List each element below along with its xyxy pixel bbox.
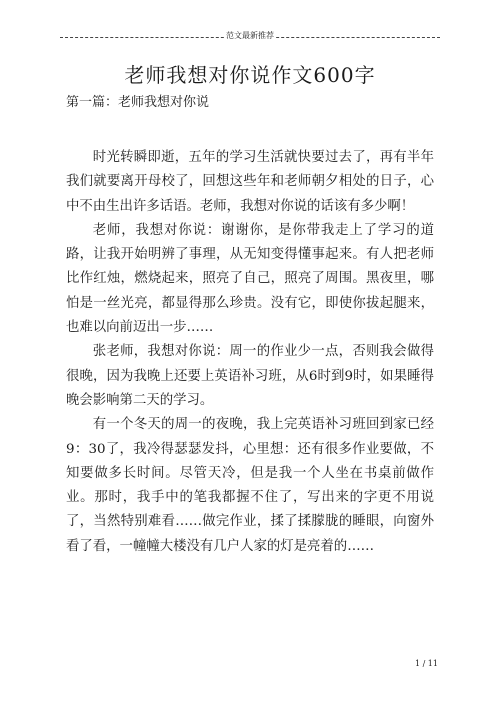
paragraph: 张老师，我想对你说：周一的作业少一点，否则我会做得很晚，因为我晚上还要上英语补习班，从6时到9时，如果睡得晚会影响第二天的学习。 (66, 344, 434, 408)
paragraph: 有一个冬天的周一的夜晚，我上完英语补习班回到家已经9：30了，我冷得瑟瑟发抖，心里想：还有很多作业要做，不知要做多长时间。尽管天冷，但是我一个人坐在书桌前做作业。那时，我手中的笔我都握不住了，写出来的字更不用说了，当然特别难看……做完作业，揉了揉朦胧的睡眼，向窗外看了看，一幢幢大楼没有几户人家的灯是亮着的…… (66, 417, 434, 554)
document-title: 老师我想对你说作文600字 (124, 63, 376, 87)
document-body (66, 146, 434, 559)
header (0, 30, 500, 42)
header-label: 范文最新推荐 (226, 31, 274, 40)
paragraph: 老师，我想对你说：谢谢你，是你带我走上了学习的道路，让我开始明辨了事理，从无知变得懂事起来。有人把老师比作红烛，燃烧起来，照亮了自己，照亮了周围。黑夜里，哪怕是一丝光亮，都显得那么珍贵。没有它，即使你拔起腿来，也难以向前迈出一步…… (66, 222, 434, 336)
section-subtitle: 第一篇：老师我想对你说 (66, 95, 210, 110)
paragraph: 时光转瞬即逝，五年的学习生活就快要过去了，再有半年我们就要离开母校了，回想这些年和老师朝夕相处的日子，心中不由生出许多话语。老师，我想对你说的话该有多少啊！ (66, 150, 434, 214)
page-number: 1 / 11 (414, 659, 438, 668)
